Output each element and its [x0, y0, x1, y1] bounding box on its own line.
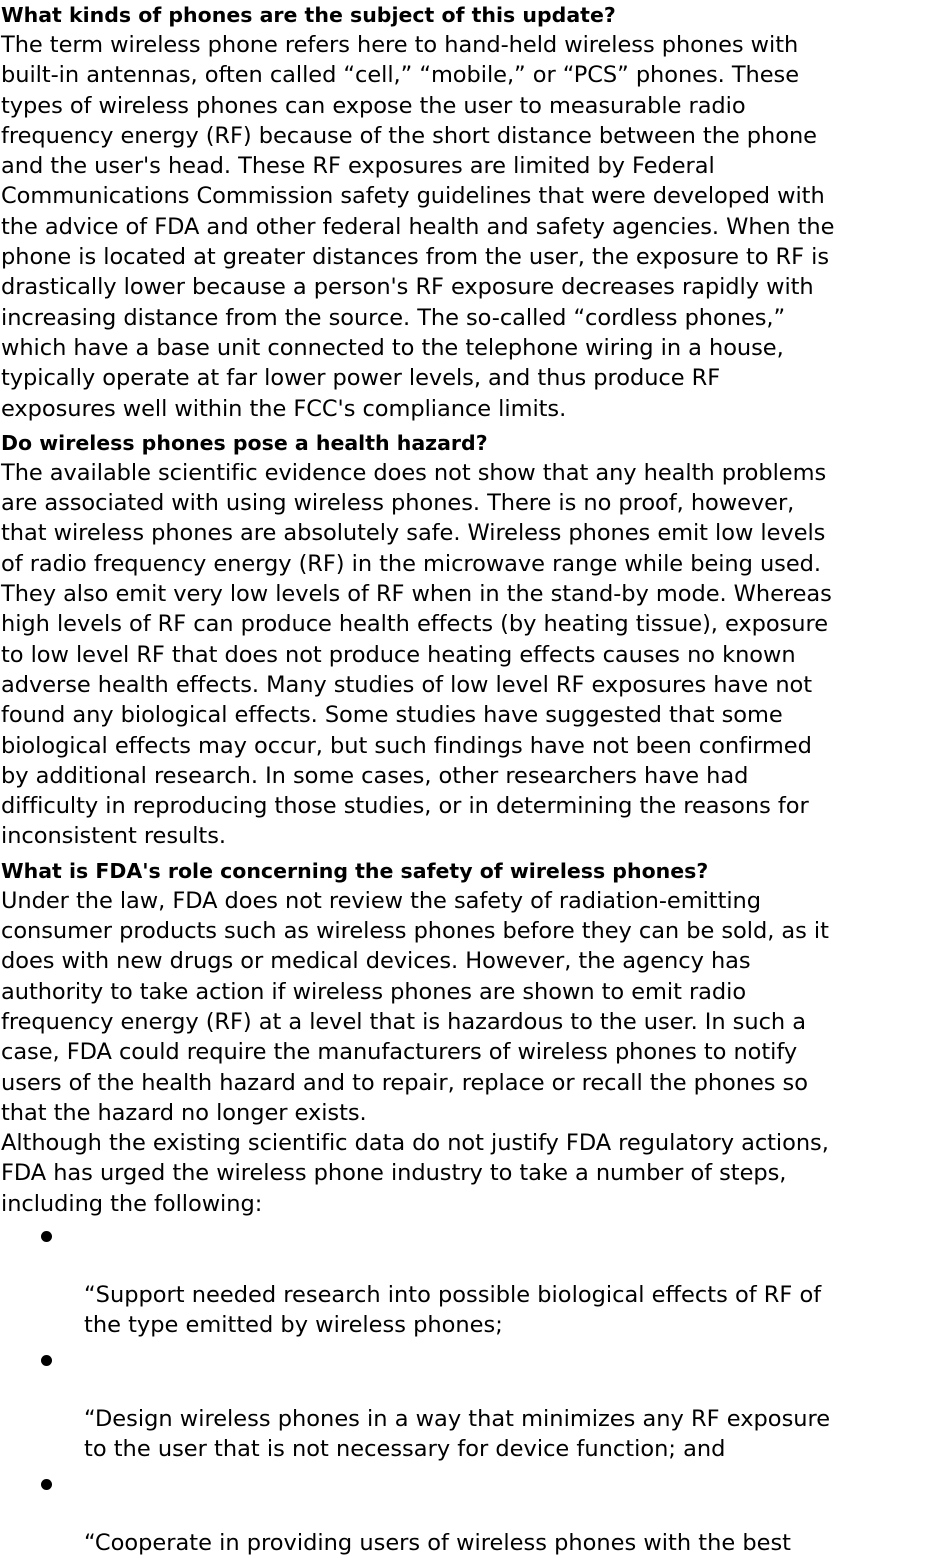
list-item-text: “Cooperate in providing users of wireless phones with the best — [84, 1529, 791, 1556]
section-heading-phone-types: What kinds of phones are the subject of this update? — [1, 3, 616, 27]
paragraph-health-hazard: The available scientific evidence does not show that any health problems are associated with using wireless phones. There is no proof, however, that wireless phones are absolutely safe. Wireless phones emit low levels of radio frequency energy (RF) in the microwave range while being used. They also emit very low levels of RF when in the stand-by mode. Whereas high levels of RF can produce health effects (by heating tissue), exposure to low level RF that does not produce heating effects causes no known adverse health effects. Many studies of low level RF exposures have not found any biological effects. Some studies have suggested that some biological effects may occur, but such findings have not been confirmed by additional research. In some cases, other researchers have had difficulty in reproducing those studies, or in determining the reasons for inconsistent results. — [1, 459, 832, 850]
list-item — [1, 1343, 934, 1464]
paragraph-phone-types: The term wireless phone refers here to hand-held wireless phones with built-in antennas, often called “cell,” “mobile,” or “PCS” phones. These types of wireless phones can expose the user to measurable radio frequency energy (RF) because of the short distance between the phone and the user's head. These RF exposures are limited by Federal Communications Commission safety guidelines that were developed with the advice of FDA and other federal health and safety agencies. When the phone is located at greater distances from the user, the exposure to RF is drastically lower because a person's RF exposure decreases rapidly with increasing distance from the source. The so-called “cordless phones,” which have a base unit connected to the telephone wiring in a house, typically operate at far lower power levels, and thus produce RF exposures well within the FCC's compliance limits. — [1, 32, 835, 422]
bullet-dot-icon — [41, 1479, 52, 1490]
list-item — [1, 1219, 934, 1340]
bullet-dot-icon — [41, 1355, 52, 1366]
paragraph-fda-steps: Although the existing scientific data do not justify FDA regulatory actions, FDA has urged the wireless phone industry to take a number of steps, including the following: — [1, 1130, 829, 1217]
fda-steps-list — [1, 1219, 934, 1558]
list-item — [1, 1467, 934, 1558]
bullet-dot-icon — [41, 1231, 52, 1242]
section-heading-health-hazard: Do wireless phones pose a health hazard? — [1, 430, 488, 455]
list-item-text: “Design wireless phones in a way that minimizes any RF exposure to the user that is not necessary for device function; and — [84, 1405, 831, 1463]
paragraph-fda-role: Under the law, FDA does not review the safety of radiation-emitting consumer products such as wireless phones before they can be sold, as it does with new drugs or medical devices. However, the agency has authority to take action if wireless phones are shown to emit radio frequency energy (RF) at a level that is hazardous to the user. In such a case, FDA could require the manufacturers of wireless phones to notify users of the health hazard and to repair, replace or recall the phones so that the hazard no longer exists. — [1, 887, 829, 1126]
list-item-text: “Support needed research into possible biological effects of RF of the type emitted by wireless phones; — [84, 1281, 822, 1338]
section-heading-fda-role: What is FDA's role concerning the safety of wireless phones? — [1, 858, 709, 883]
